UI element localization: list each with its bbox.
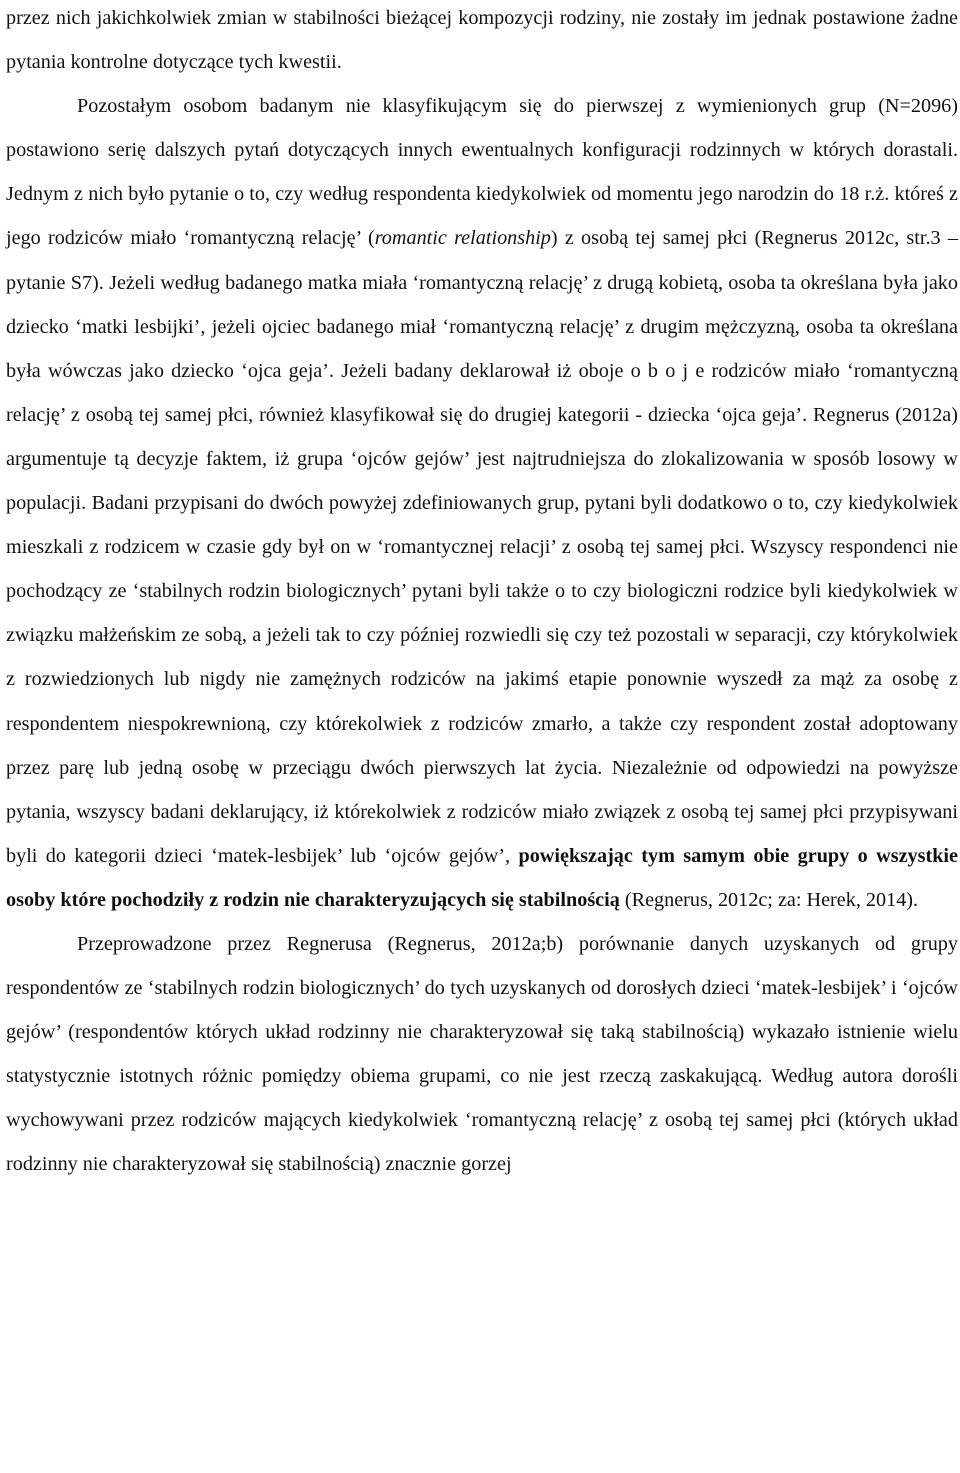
bold-emphasis: powiększając tym samym obie grupy o wszystkie osoby które pochodziły z rodzin nie charakteryzujących się stabilnością <box>6 844 958 911</box>
italic-term: romantic relationship <box>374 227 551 250</box>
text-run: przez nich jakichkolwiek zmian w stabilności bieżącej kompozycji rodziny, nie zostały im jednak postawione żadne pytania kontrolne dotyczące tych kwestii. <box>6 7 958 74</box>
document-page <box>6 0 958 1187</box>
text-run: (Regnerus, 2012c; za: Herek, 2014). <box>619 888 919 911</box>
text-run: ) z osobą tej samej płci (Regnerus 2012c, str.3 – pytanie S7). Jeżeli według badanego matka miała ‘romantyczną relację’ z drugą kobietą, osoba ta określana była jako dziecko ‘matki lesbijki’, jeżeli ojciec badanego miał ‘romantyczną relację’ z drugim mężczyzną, osoba ta określana była wówczas jako dziecko ‘ojca geja’. Jeżeli badany deklarował iż oboje o b o j e rodziców miało ‘romantyczną relację’ z osobą tej samej płci, również klasyfikował się do drugiej kategorii - dziecka ‘ojca geja’. Regnerus (2012a) argumentuje tą decyzje faktem, iż grupa ‘ojców gejów’ jest najtrudniejsza do zlokalizowania w sposób losowy w populacji. Badani przypisani do dwóch powyżej zdefiniowanych grup, pytani byli dodatkowo o to, czy kiedykolwiek mieszkali z rodzicem w czasie gdy był on w ‘romantycznej relacji’ z osobą tej samej płci. Wszyscy respondenci nie pochodzący ze ‘stabilnych rodzin biologicznych’ pytani byli także o to czy biologiczni rodzice byli kiedykolwiek w związku małżeńskim ze sobą, a jeżeli tak to czy później rozwiedli się czy też pozostali w separacji, czy którykolwiek z rozwiedzionych lub nigdy nie zamężnych rodziców na jakimś etapie ponownie wyszedł za mąż za osobę z respondentem niespokrewnioną, czy którekolwiek z rodziców zmarło, a także czy respondent został adoptowany przez parę lub jedną osobę w przeciągu dwóch pierwszych lat życia. Niezależnie od odpowiedzi na powyższe pytania, wszyscy badani deklarujący, iż którekolwiek z rodziców miało związek z osobą tej samej płci przypisywani byli do kategorii dzieci ‘matek-lesbijek’ lub ‘ojców gejów’, <box>6 227 958 867</box>
text-run: Przeprowadzone przez Regnerusa (Regnerus, 2012a;b) porównanie danych uzyskanych od grupy respondentów ze ‘stabilnych rodzin biologicznych’ do tych uzyskanych od dorosłych dzieci ‘matek-lesbijek’ i ‘ojców gejów’ (respondentów których układ rodzinny nie charakteryzował się taką stabilnością) wykazało istnienie wielu statystycznie istotnych różnic pomiędzy obiema grupami, co nie jest rzeczą zaskakującą. Według autora dorośli wychowywani przez rodziców mających kiedykolwiek ‘romantyczną relację’ z osobą tej samej płci (których układ rodzinny nie charakteryzował się stabilnością) znacznie gorzej <box>6 932 958 1176</box>
paragraph-continuation <box>6 0 958 84</box>
paragraph-methodology <box>6 84 958 922</box>
text-run: Pozostałym osobom badanym nie klasyfikującym się do pierwszej z wymienionych grup (N=2096) postawiono serię dalszych pytań dotyczących innych ewentualnych konfiguracji rodzinnych w których dorastali. Jednym z nich było pytanie o to, czy według respondenta kiedykolwiek od momentu jego narodzin do 18 r.ż. któreś z jego rodziców miało ‘romantyczną relację’ ( <box>6 95 958 250</box>
paragraph-comparison <box>6 922 958 1187</box>
